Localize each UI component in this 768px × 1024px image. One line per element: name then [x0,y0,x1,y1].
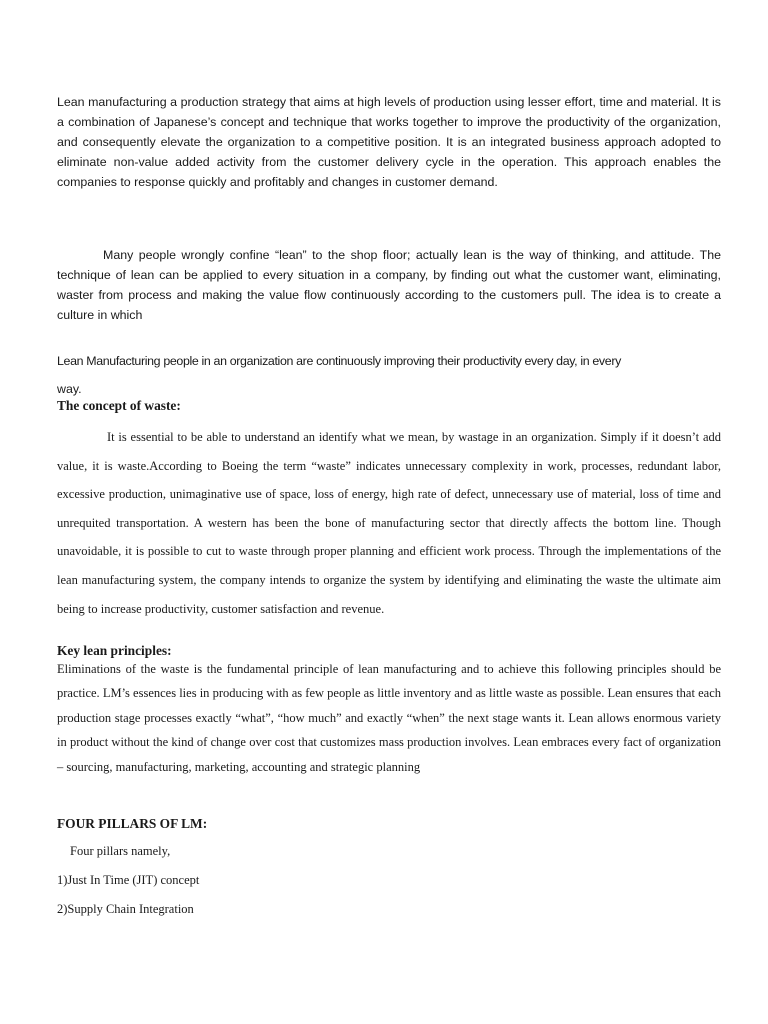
four-pillars-heading: FOUR PILLARS OF LM: [57,816,208,831]
intro-paragraph: Lean manufacturing a production strategy that aims at high levels of production using lesser effort, time and material. It is a combination of Japanese’s concept and technique that works together to improve the productivity of the organization, and consequently elevate the organization to a competitive position. It is an integrated business approach adopted to eliminate non-value added activity from the customer delivery cycle in the operation. This approach enables the companies to response quickly and profitably and changes in customer demand. [57,95,721,189]
pillars-intro: Four pillars namely, [70,844,171,858]
lean-thinking-paragraph: Many people wrongly confine “lean” to the shop floor; actually lean is the way of thinking, and attitude. The technique of lean can be applied to every situation in a company, by finding out what the customer want, eliminating, waster from process and making the value flow continuously according to the customers pull. The idea is to create a culture in which [57,248,721,322]
key-lean-principles-paragraph: Eliminations of the waste is the fundamental principle of lean manufacturing and to achieve this following principles should be practice. LM’s essences lies in producing with as few people as little inventory and as little waste as possible. Lean ensures that each production stage processes exactly “what”, “how much” and exactly “when” the next stage wants it. Lean allows enormous variety in product without the kind of change over cost that customizes mass production involves. Lean embraces every fact of organization – sourcing, manufacturing, marketing, accounting and strategic planning [57,662,721,774]
pillar-item-supply-chain: 2)Supply Chain Integration [57,902,194,916]
lean-culture-paragraph: Lean Manufacturing people in an organization are continuously improving their productivity every day, in every [57,354,621,368]
lean-culture-paragraph-tail: way. [57,382,82,396]
pillar-item-jit: 1)Just In Time (JIT) concept [57,873,200,887]
concept-of-waste-paragraph: It is essential to be able to understand an identify what we mean, by wastage in an organization. Simply if it doesn’t add value, it is waste.According to Boeing the term “waste” indicates unnecessary complexity in work, processes, redundant labor, excessive production, unimaginative use of space, loss of energy, high rate of defect, unnecessary use of material, loss of time and unrequited transportation. A western has been the bone of manufacturing sector that directly affects the bottom line. Though unavoidable, it is possible to cut to waste through proper planning and efficient work process. Through the implementations of the lean manufacturing system, the company intends to organize the system by identifying and eliminating the waste the ultimate aim being to increase productivity, customer satisfaction and revenue. [57,430,721,616]
key-lean-principles-heading: Key lean principles: [57,643,172,658]
concept-of-waste-heading: The concept of waste: [57,398,181,413]
